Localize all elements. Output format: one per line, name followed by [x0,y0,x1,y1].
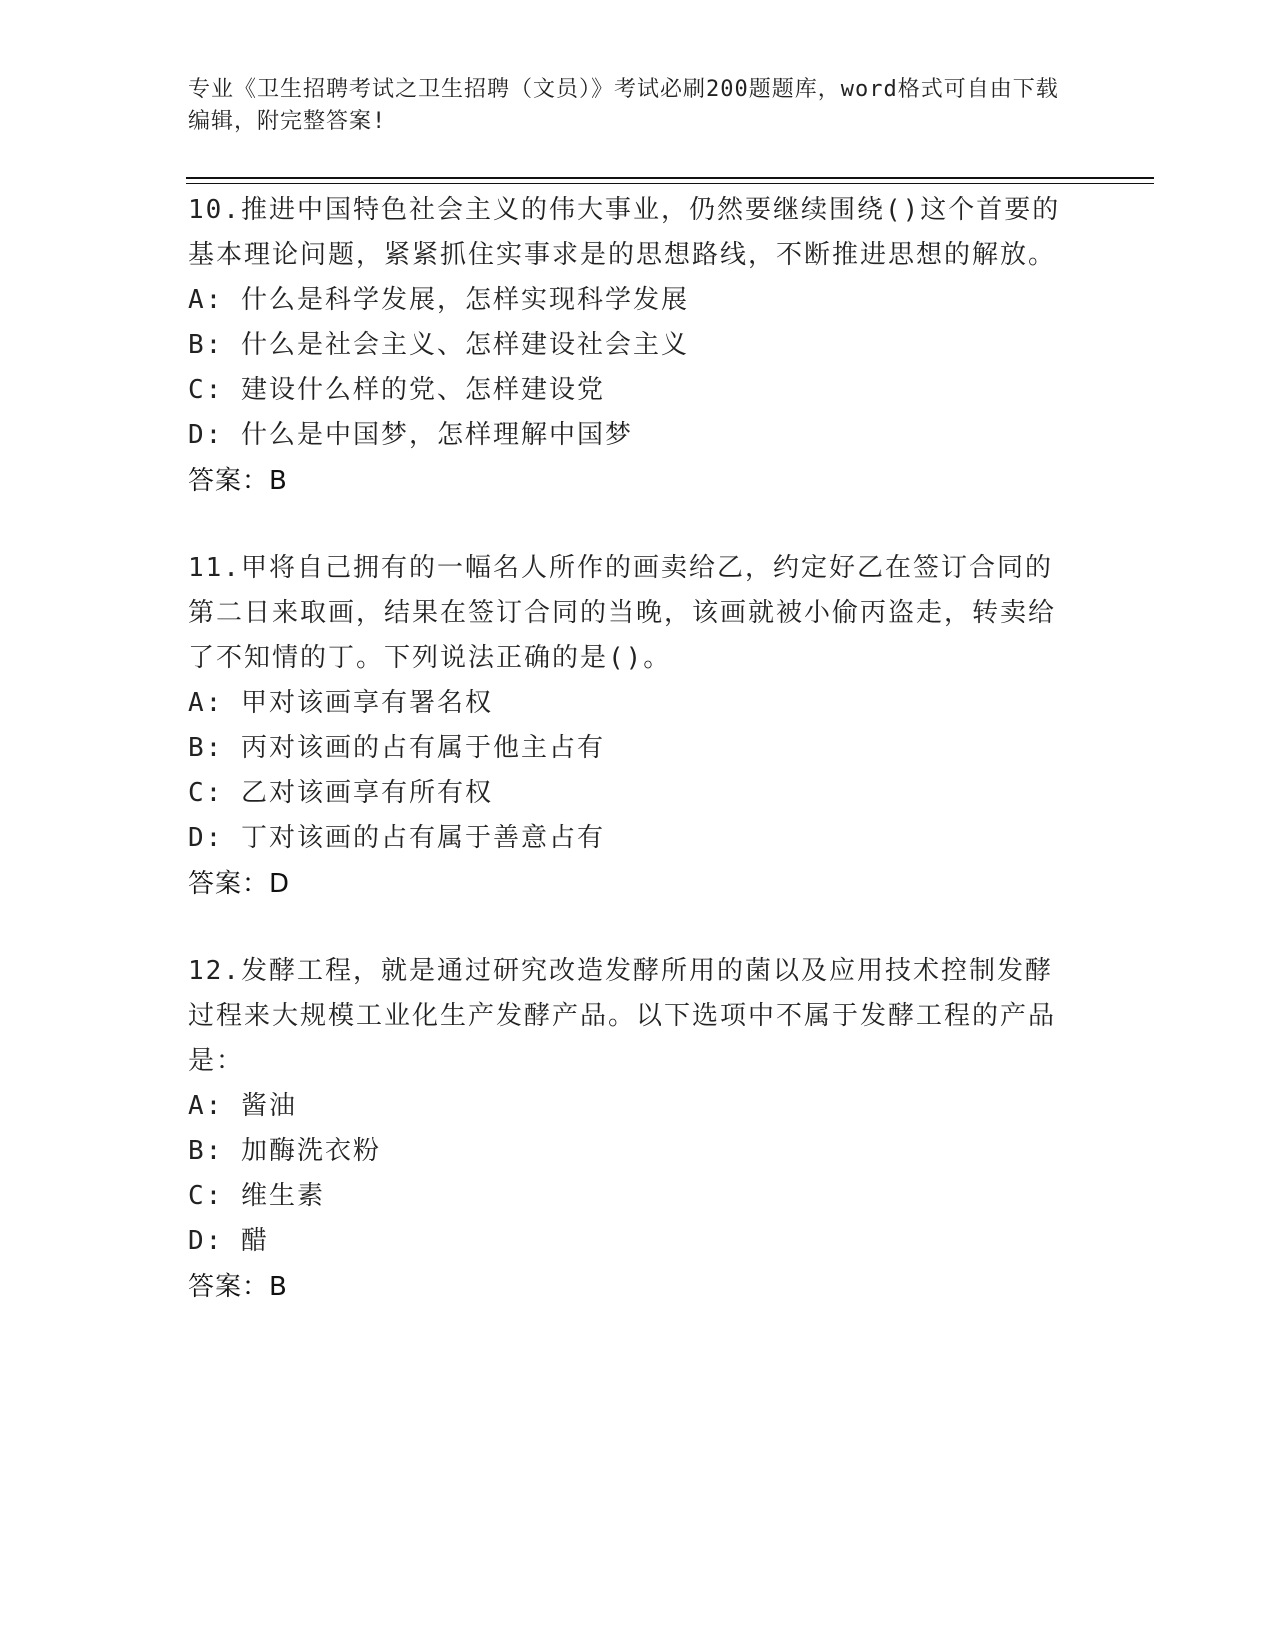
option-b: B: 丙对该画的占有属于他主占有 [188,733,605,763]
header-divider-thick [186,177,1154,179]
option-d: D: 醋 [188,1226,269,1256]
option-c: C: 维生素 [188,1181,325,1211]
question-10 [188,188,1078,504]
option-d: D: 丁对该画的占有属于善意占有 [188,823,605,853]
option-a: A: 酱油 [188,1091,297,1121]
option-c: C: 乙对该画享有所有权 [188,778,493,808]
option-a: A: 什么是科学发展，怎样实现科学发展 [188,285,689,315]
option-a: A: 甲对该画享有署名权 [188,688,493,718]
option-b: B: 加酶洗衣粉 [188,1136,381,1166]
document-header: 专业《卫生招聘考试之卫生招聘（文员）》考试必刷200题题库，word格式可自由下载编辑，附完整答案! [188,77,1059,134]
question-12 [188,949,1078,1310]
question-text: 10.推进中国特色社会主义的伟大事业，仍然要继续围绕()这个首要的基本理论问题，紧紧抓住实事求是的思想路线，不断推进思想的解放。 [188,195,1061,270]
question-text: 12.发酵工程，就是通过研究改造发酵所用的菌以及应用技术控制发酵过程来大规模工业化生产发酵产品。以下选项中不属于发酵工程的产品是： [188,956,1057,1076]
answer-line: 答案：D [188,869,291,899]
answer-line: 答案：B [188,466,288,496]
option-d: D: 什么是中国梦，怎样理解中国梦 [188,420,633,450]
option-b: B: 什么是社会主义、怎样建设社会主义 [188,330,689,360]
option-c: C: 建设什么样的党、怎样建设党 [188,375,605,405]
question-text: 11.甲将自己拥有的一幅名人所作的画卖给乙，约定好乙在签订合同的第二日来取画，结果在签订合同的当晚，该画就被小偷丙盗走，转卖给了不知情的丁。下列说法正确的是()。 [188,553,1057,673]
header-divider-thin [186,183,1154,184]
answer-line: 答案：B [188,1272,288,1302]
question-11 [188,546,1078,907]
question-list [188,188,1078,1352]
